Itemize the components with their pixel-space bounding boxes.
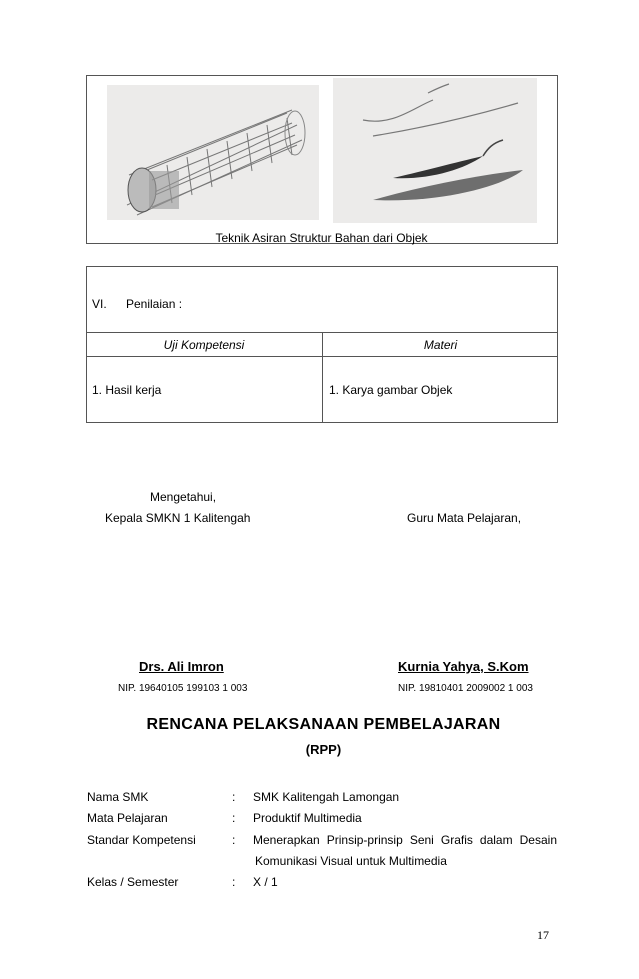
section-title: Penilaian :: [126, 297, 183, 311]
field-colon: :: [232, 790, 236, 804]
left-nip: NIP. 19640105 199103 1 003: [118, 683, 248, 694]
acknowledged-label: Mengetahui,: [150, 490, 217, 504]
header-uji-kompetensi: Uji Kompetensi: [163, 338, 245, 352]
rpp-subtitle: (RPP): [305, 742, 342, 757]
field-value-standar-kompetensi-line2: Komunikasi Visual untuk Multimedia: [255, 854, 447, 868]
field-label-standar-kompetensi: Standar Kompetensi: [87, 833, 196, 847]
field-colon: :: [232, 875, 236, 889]
figure-caption: Teknik Asiran Struktur Bahan dari Objek: [215, 231, 428, 245]
row-hasil-kerja: 1. Hasil kerja: [92, 383, 162, 397]
right-signatory-name: Kurnia Yahya, S.Kom: [398, 659, 529, 674]
field-value-standar-kompetensi: Menerapkan Prinsip-prinsip Seni Grafis dalam Desain: [253, 833, 557, 847]
section-number: VI.: [92, 297, 107, 311]
rpp-title: RENCANA PELAKSANAAN PEMBELAJARAN: [146, 716, 501, 733]
page-number: 17: [537, 928, 549, 942]
field-label-mata-pelajaran: Mata Pelajaran: [87, 811, 168, 825]
header-materi: Materi: [423, 338, 458, 352]
field-colon: :: [232, 833, 236, 847]
row-karya-gambar: 1. Karya gambar Objek: [329, 383, 453, 397]
field-label-kelas-semester: Kelas / Semester: [87, 875, 179, 889]
left-signatory-name: Drs. Ali Imron: [139, 659, 224, 674]
field-colon: :: [232, 811, 236, 825]
field-value-mata-pelajaran: Produktif Multimedia: [253, 811, 362, 825]
field-label-nama-smk: Nama SMK: [87, 790, 149, 804]
chili-pepper-sketch-image: [333, 78, 537, 223]
field-value-nama-smk: SMK Kalitengah Lamongan: [253, 790, 400, 804]
field-value-kelas-semester: X / 1: [253, 875, 278, 889]
corn-sketch-image: [107, 85, 319, 220]
left-role: Kepala SMKN 1 Kalitengah: [105, 511, 251, 525]
right-role: Guru Mata Pelajaran,: [407, 511, 522, 525]
right-nip: NIP. 19810401 2009002 1 003: [398, 683, 533, 694]
